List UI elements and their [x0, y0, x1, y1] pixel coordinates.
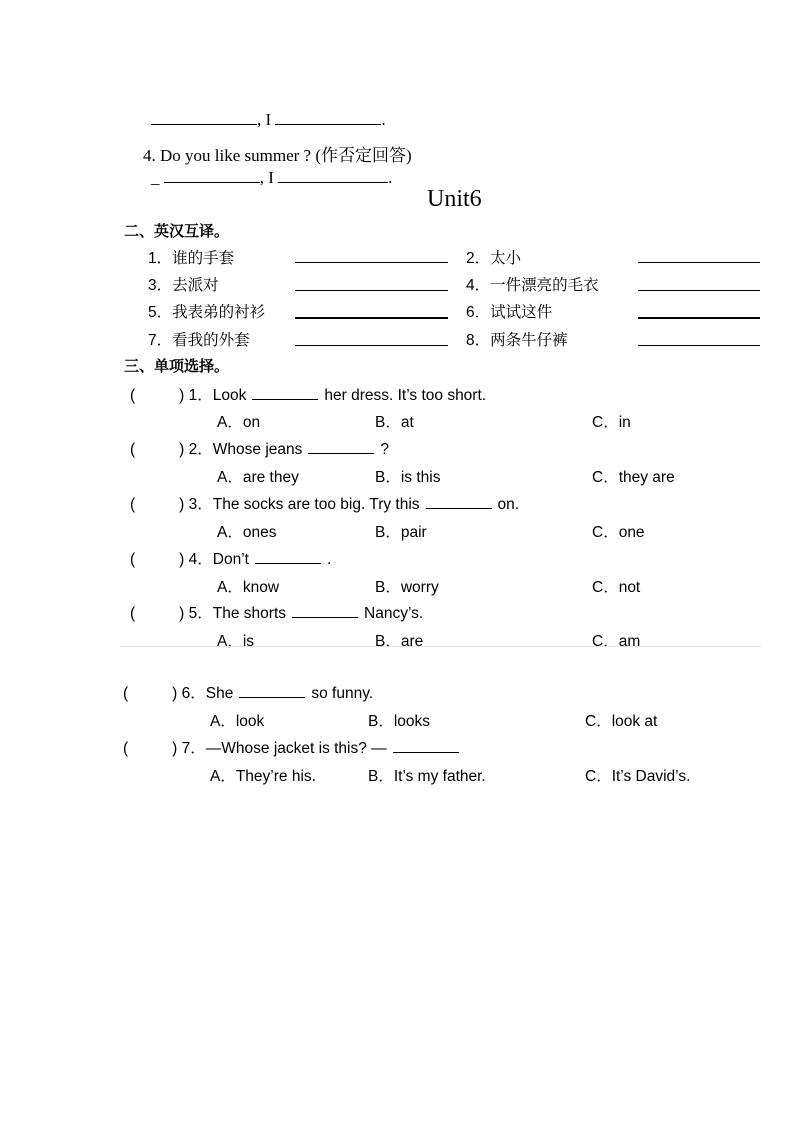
item-number: 4．: [466, 277, 491, 294]
translate-item-8: [466, 328, 568, 350]
answer-paren-open[interactable]: (: [123, 685, 129, 702]
answer-paren-close: ): [179, 605, 185, 622]
option-b[interactable]: B．are: [375, 633, 424, 650]
translate-item-2: [466, 246, 521, 268]
answer-line-2: [151, 168, 392, 188]
translate-answer-line-2[interactable]: [638, 262, 760, 263]
item-number: 6．: [466, 304, 491, 321]
answer-blank[interactable]: [278, 168, 388, 183]
question-blank[interactable]: [393, 740, 459, 753]
item-text: 谁的手套: [172, 250, 235, 267]
translate-answer-line-6[interactable]: [638, 317, 760, 319]
item-text: 试试这件: [490, 304, 553, 321]
item-text: 我表弟的衬衫: [172, 304, 266, 321]
question-number: 6．: [181, 685, 206, 702]
answer-paren-close: ): [179, 496, 185, 513]
question-text-post: ?: [380, 441, 390, 458]
option-b[interactable]: B．worry: [375, 579, 439, 596]
question-text-post: her dress. It’s too short.: [324, 387, 487, 404]
answer-separator: , I: [259, 168, 274, 187]
question-blank[interactable]: [239, 685, 305, 698]
unit-title: Unit6: [427, 186, 482, 212]
option-c[interactable]: C．It’s David’s.: [585, 768, 691, 785]
answer-blank[interactable]: [275, 110, 381, 125]
question-text-post: so funny.: [311, 685, 374, 702]
answer-paren-open[interactable]: (: [130, 387, 136, 404]
answer-paren-close: ): [172, 685, 178, 702]
question-blank[interactable]: [252, 387, 318, 400]
item-number: 5．: [148, 304, 173, 321]
translate-item-6: [466, 300, 552, 322]
answer-paren-open[interactable]: (: [130, 605, 136, 622]
question-blank[interactable]: [308, 441, 374, 454]
question-7: [123, 736, 465, 758]
answer-prefix: _: [151, 168, 160, 187]
section-3-heading: 三、单项选择。: [124, 357, 230, 375]
translate-answer-line-7[interactable]: [295, 345, 448, 346]
question-4: [130, 547, 331, 569]
option-c[interactable]: C．am: [592, 633, 641, 650]
answer-blank[interactable]: [151, 110, 257, 125]
translate-item-5: [148, 300, 265, 322]
option-a[interactable]: A．They’re his.: [210, 768, 316, 785]
item-number: 7．: [148, 332, 173, 349]
section-2-heading: 二、英汉互译。: [124, 222, 230, 240]
item-text: 太小: [490, 250, 522, 267]
answer-paren-open[interactable]: (: [130, 551, 136, 568]
answer-paren-open[interactable]: (: [130, 441, 136, 458]
question-6: [123, 681, 373, 703]
question-2: [130, 437, 389, 459]
item-number: 1．: [148, 250, 173, 267]
item-number: 3．: [148, 277, 173, 294]
question-1: [130, 383, 486, 405]
question-number: 4．: [188, 551, 213, 568]
option-b[interactable]: B．It’s my father.: [368, 768, 486, 785]
option-a[interactable]: A．ones: [217, 524, 277, 541]
translate-answer-line-4[interactable]: [638, 290, 760, 291]
translate-answer-line-8[interactable]: [638, 345, 760, 346]
question-text-pre: She: [205, 685, 234, 702]
option-c[interactable]: C．in: [592, 414, 631, 431]
answer-end: .: [388, 168, 393, 187]
option-c[interactable]: C．not: [592, 579, 641, 596]
translate-item-3: [148, 273, 219, 295]
question-blank[interactable]: [426, 496, 492, 509]
question-text-pre: Whose jeans: [212, 441, 303, 458]
item-number: 8．: [466, 332, 491, 349]
question-number: 1．: [188, 387, 213, 404]
question-number: 2．: [188, 441, 213, 458]
question-3: [130, 492, 519, 514]
option-b[interactable]: B．looks: [368, 713, 431, 730]
answer-paren-close: ): [179, 441, 185, 458]
answer-paren-close: ): [179, 551, 185, 568]
item-number: 2．: [466, 250, 491, 267]
question-text-pre: Look: [212, 387, 247, 404]
question-text-pre: The socks are too big. Try this: [212, 496, 420, 513]
option-b[interactable]: B．pair: [375, 524, 427, 541]
option-a[interactable]: A．know: [217, 579, 280, 596]
option-a[interactable]: A．is: [217, 633, 255, 650]
translate-item-4: [466, 273, 599, 295]
option-a[interactable]: A．are they: [217, 469, 299, 486]
answer-paren-close: ): [179, 387, 185, 404]
option-c[interactable]: C．one: [592, 524, 645, 541]
question-text-post: on.: [497, 496, 520, 513]
question-blank[interactable]: [292, 605, 358, 618]
translate-item-1: [148, 246, 234, 268]
item-text: 一件漂亮的毛衣: [490, 277, 599, 294]
answer-separator: , I: [257, 110, 272, 129]
answer-line-1: [151, 110, 386, 130]
question-number: 5．: [188, 605, 213, 622]
answer-paren-close: ): [172, 740, 178, 757]
translate-answer-line-3[interactable]: [295, 290, 448, 291]
answer-paren-open[interactable]: (: [123, 740, 129, 757]
question-text-pre: —Whose jacket is this? —: [205, 740, 387, 757]
answer-end: .: [381, 110, 386, 129]
page-break-divider: [120, 646, 761, 647]
option-b[interactable]: B．at: [375, 414, 414, 431]
question-text-post: .: [326, 551, 332, 568]
question-5: [130, 601, 423, 623]
question-text-pre: Don’t: [212, 551, 249, 568]
question-blank[interactable]: [255, 551, 321, 564]
question-text-post: Nancy’s.: [364, 605, 424, 622]
question-text-pre: The shorts: [212, 605, 287, 622]
item-text: 两条牛仔裤: [490, 332, 568, 349]
question-number: 7．: [181, 740, 206, 757]
option-a[interactable]: A．look: [210, 713, 265, 730]
item-text: 看我的外套: [172, 332, 250, 349]
option-c[interactable]: C．look at: [585, 713, 658, 730]
answer-blank[interactable]: [164, 168, 260, 183]
option-a[interactable]: A．on: [217, 414, 261, 431]
translate-answer-line-5[interactable]: [295, 317, 448, 319]
option-b[interactable]: B．is this: [375, 469, 441, 486]
translate-answer-line-1[interactable]: [295, 262, 448, 263]
translate-item-7: [148, 328, 250, 350]
question-number: 3．: [188, 496, 213, 513]
option-c[interactable]: C．they are: [592, 469, 675, 486]
answer-paren-open[interactable]: (: [130, 496, 136, 513]
item-text: 去派对: [172, 277, 219, 294]
question-4-text: 4. Do you like summer ? (作否定回答): [143, 146, 412, 165]
